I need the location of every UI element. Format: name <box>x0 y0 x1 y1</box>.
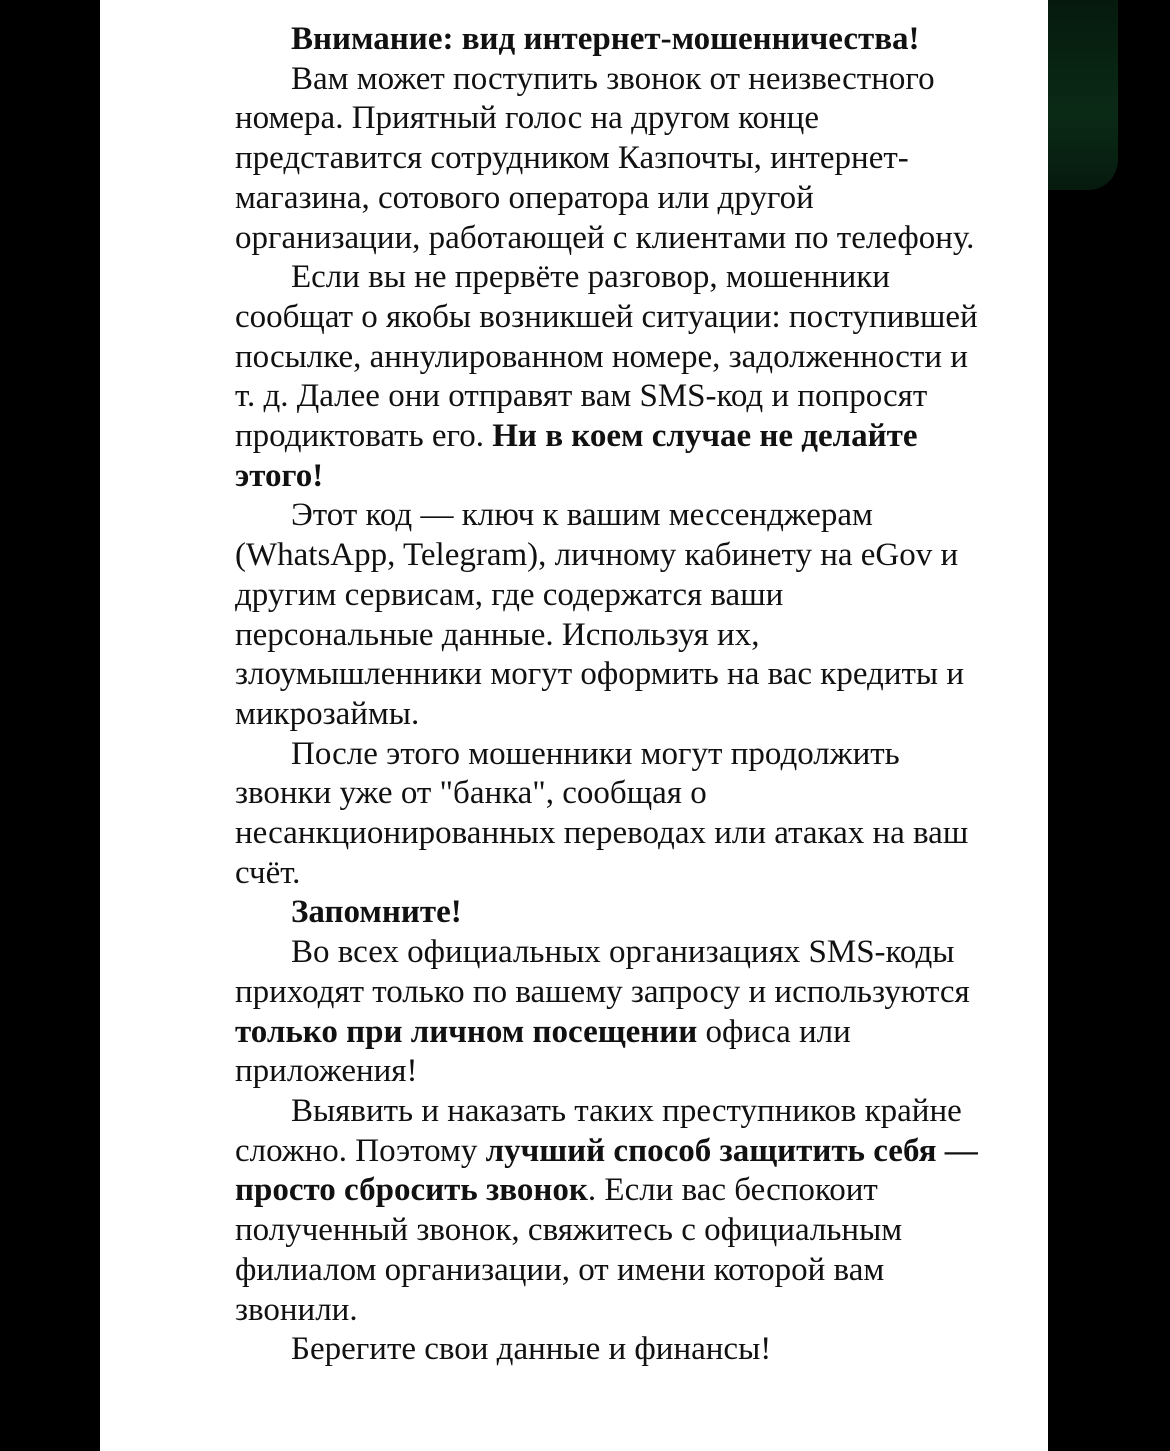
document-page <box>100 0 1048 1451</box>
document-text <box>235 20 985 1370</box>
paragraph-2 <box>235 258 985 496</box>
paragraph-5-end: офиса или приложения! <box>235 1013 851 1090</box>
paragraph-6 <box>235 1092 985 1330</box>
paragraph-6-end: . Если вас беспокоит полученный звонок, свяжитесь с официальным филиалом организации, от имени которой вам звонили. <box>235 1172 903 1328</box>
paragraph-3: Этот код — ключ к вашим мессенджерам (WhatsApp, Telegram), личному кабинету на eGov и другим сервисам, где содержатся ваши персональные данные. Используя их, злоумышленники могут оформить на вас кредиты и микрозаймы. <box>235 497 964 732</box>
paragraph-1: Вам может поступить звонок от неизвестного номера. Приятный голос на другом конце представится сотрудником Казпочты, интернет-магазина, сотового оператора или другой организации, работающей с клиентами по телефону. <box>235 60 975 256</box>
remember-heading: Запомните! <box>291 894 462 931</box>
paragraph-6-emphasis: лучший способ защитить себя — просто сбросить звонок <box>235 1132 978 1209</box>
paragraph-5-text: Во всех официальных организациях SMS-коды приходят только по вашему запросу и используются <box>235 934 970 1010</box>
document-title: Внимание: вид интернет-мошенничества! <box>291 21 920 57</box>
paragraph-5-emphasis: только при личном посещении <box>235 1013 698 1050</box>
paragraph-2-emphasis: Ни в коем случае не делайте этого! <box>235 418 918 494</box>
background-accent <box>1048 0 1118 190</box>
paragraph-6-text: Выявить и наказать таких преступников крайне сложно. Поэтому <box>235 1092 962 1169</box>
paragraph-2-text: Если вы не прервёте разговор, мошенники сообщат о якобы возникшей ситуации: поступившей посылке, аннулированном номере, задолженности и т. д. Далее они отправят вам SMS-код и попросят продиктовать его. <box>235 259 978 455</box>
paragraph-7: Берегите свои данные и финансы! <box>291 1331 772 1368</box>
paragraph-5 <box>235 933 985 1092</box>
paragraph-4: После этого мошенники могут продолжить звонки уже от "банка", сообщая о несанкционированных переводах или атаках на ваш счёт. <box>235 735 969 891</box>
